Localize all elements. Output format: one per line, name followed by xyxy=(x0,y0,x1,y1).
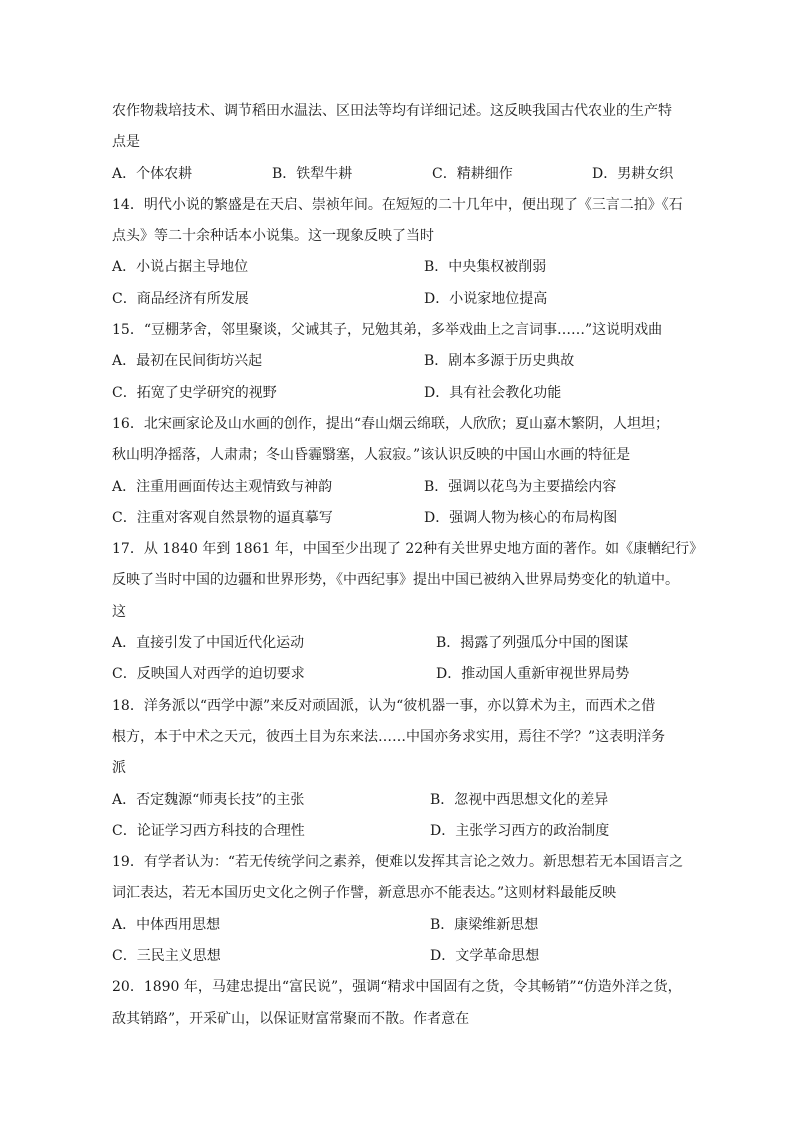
option-a: A．否定魏源“师夷长技”的主张 xyxy=(112,791,305,808)
question-16 xyxy=(112,409,684,534)
question-stem-line: 点头》等二十余种话本小说集。这一现象反映了当时 xyxy=(112,228,434,245)
options-row xyxy=(112,472,684,503)
question-stem-line: 18．洋务派以“西学中源”来反对顽固派，认为“彼机器一事，亦以算术为主，而西术之借 xyxy=(112,697,656,714)
question-20 xyxy=(112,972,684,1035)
option-d: D．主张学习西方的政治制度 xyxy=(430,822,610,839)
question-19 xyxy=(112,847,684,972)
option-d: D．推动国人重新审视世界局势 xyxy=(436,666,630,683)
options-row xyxy=(112,785,684,816)
option-c: C．注重对客观自然景物的逼真摹写 xyxy=(112,509,333,526)
option-a: A．最初在民间街坊兴起 xyxy=(112,353,263,370)
question-stem-line: 这 xyxy=(112,603,126,620)
options-row xyxy=(112,910,684,941)
option-c: C．反映国人对西学的迫切要求 xyxy=(112,666,305,683)
options-row xyxy=(112,628,684,659)
question-14 xyxy=(112,190,684,315)
options-row xyxy=(112,252,684,283)
question-stem-line: 17．从 1840 年到 1861 年，中国至少出现了 22种有关世界史地方面的著作。如《康輶纪行》 xyxy=(112,541,704,558)
option-b: B．康梁维新思想 xyxy=(430,916,539,933)
question-stem-line: 点是 xyxy=(112,134,140,151)
question-stem-line: 派 xyxy=(112,760,126,777)
option-c: C．精耕细作 xyxy=(432,165,513,182)
question-18 xyxy=(112,691,684,847)
question-stem-line: 16．北宋画家论及山水画的创作，提出“春山烟云绵联，人欣欣；夏山嘉木繁阴，人坦坦； xyxy=(112,415,669,432)
option-a: A．小说占据主导地位 xyxy=(112,259,249,276)
option-c: C．商品经济有所发展 xyxy=(112,290,249,307)
options-row xyxy=(112,659,684,690)
option-d: D．文学革命思想 xyxy=(430,948,540,965)
question-stem-line: 敌其销路”，开采矿山，以保证财富常聚而不散。作者意在 xyxy=(112,1010,470,1027)
question-stem-line: 14．明代小说的繁盛是在天启、崇祯年间。在短短的二十几年中，便出现了《三言二拍》《石 xyxy=(112,196,683,213)
exam-page xyxy=(112,96,704,1035)
options-row xyxy=(112,816,684,847)
question-stem-line: 20．1890 年，马建忠提出“富民说”，强调“精求中国固有之货，令其畅销”“仿造外洋之货， xyxy=(112,979,682,996)
option-b: B．剧本多源于历史典故 xyxy=(424,353,575,370)
option-c: C．拓宽了史学研究的视野 xyxy=(112,384,277,401)
question-stem-line: 19．有学者认为：“若无传统学问之素养，便难以发挥其言论之效力。新思想若无本国语言之 xyxy=(112,854,683,871)
option-a: A．注重用画面传达主观情致与神韵 xyxy=(112,478,333,495)
option-b: B．揭露了列强瓜分中国的图谋 xyxy=(436,635,629,652)
option-d: D．男耕女织 xyxy=(592,165,674,182)
option-b: B．铁犁牛耕 xyxy=(272,165,353,182)
option-b: B．忽视中西思想文化的差异 xyxy=(430,791,609,808)
option-d: D．强调人物为核心的布局构图 xyxy=(424,509,618,526)
question-stem-line: 根方，本于中术之天元，彼西土目为东来法……中国亦务求实用，焉往不学？”这表明洋务 xyxy=(112,728,666,745)
option-c: C．论证学习西方科技的合理性 xyxy=(112,822,305,839)
options-row xyxy=(112,941,684,972)
option-b: B．中央集权被削弱 xyxy=(424,259,547,276)
option-c: C．三民主义思想 xyxy=(112,948,221,965)
options-row xyxy=(112,503,684,534)
question-stem-line: 反映了当时中国的边疆和世界形势，《中西纪事》提出中国已被纳入世界局势变化的轨道中。 xyxy=(112,572,679,589)
options-row xyxy=(112,346,684,377)
question-13 xyxy=(112,96,684,190)
option-b: B．强调以花鸟为主要描绘内容 xyxy=(424,478,617,495)
option-a: A．中体西用思想 xyxy=(112,916,221,933)
options-row xyxy=(112,159,684,190)
question-stem-line: 秋山明净摇落，人肃肃；冬山昏霾翳塞，人寂寂。”该认识反映的中国山水画的特征是 xyxy=(112,447,631,464)
option-d: D．具有社会教化功能 xyxy=(424,384,562,401)
question-stem-line: 词汇表达，若无本国历史文化之例子作譬，新意思亦不能表达。”这则材料最能反映 xyxy=(112,885,617,902)
question-stem-line: 农作物栽培技术、调节稻田水温法、区田法等均有详细记述。这反映我国古代农业的生产特 xyxy=(112,103,672,119)
option-a: A．个体农耕 xyxy=(112,165,193,182)
option-d: D．小说家地位提高 xyxy=(424,290,548,307)
question-17 xyxy=(112,534,704,690)
question-15 xyxy=(112,315,684,409)
options-row xyxy=(112,284,684,315)
option-a: A．直接引发了中国近代化运动 xyxy=(112,635,305,652)
question-stem-line: 15．“豆棚茅舍，邻里聚谈，父诫其子，兄勉其弟，多举戏曲上之言词事……”这说明戏曲 xyxy=(112,322,663,339)
options-row xyxy=(112,378,684,409)
